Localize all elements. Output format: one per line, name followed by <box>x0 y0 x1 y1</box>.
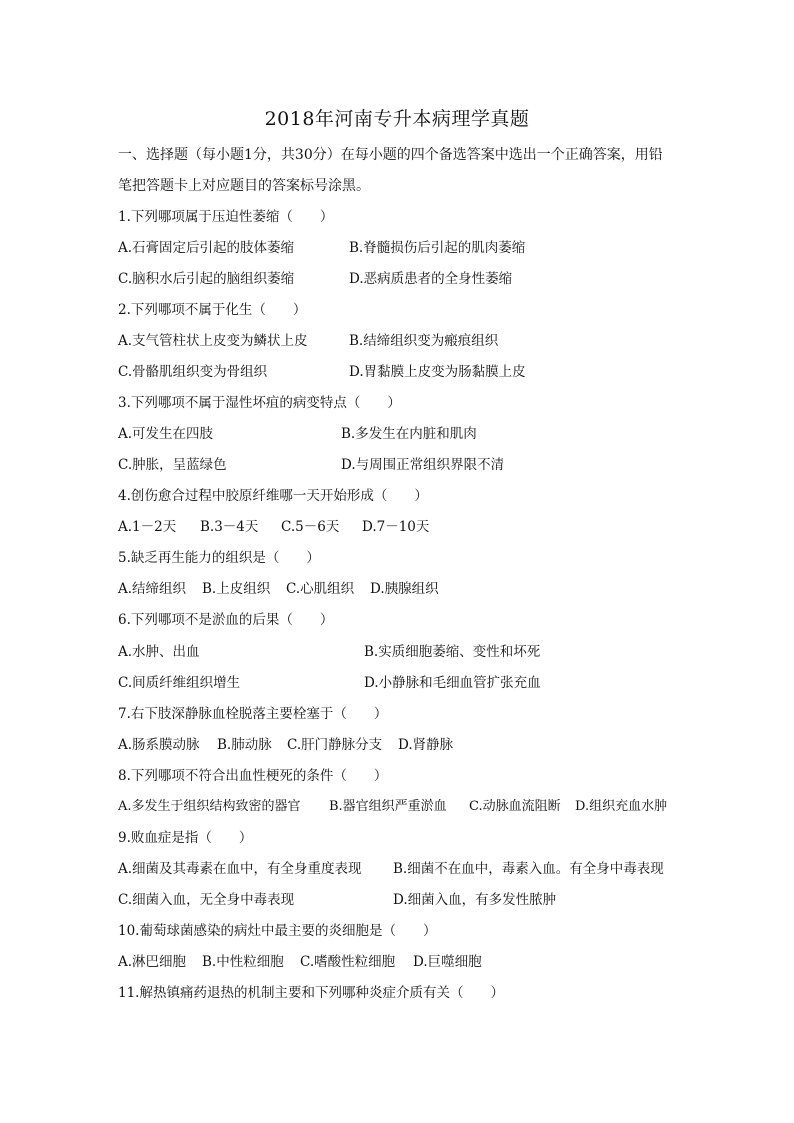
option-b: B.器官组织严重淤血 <box>329 799 447 814</box>
option-a: A.水肿、出血 <box>118 644 200 660</box>
option-c: C.肿胀，呈蓝绿色 <box>118 457 227 473</box>
option-c: C.间质纤维组织增生 <box>118 675 241 691</box>
option-b: B.结缔组织变为瘢痕组织 <box>349 333 499 349</box>
option-d: D.胃黏膜上皮变为肠黏膜上皮 <box>349 364 526 380</box>
question-stem: 11.解热镇痛药退热的机制主要和下列哪种炎症介质有关（ ） <box>118 985 504 1001</box>
question-stem: 10.葡萄球菌感染的病灶中最主要的炎细胞是（ ） <box>118 923 437 939</box>
option-a: A.可发生在四肢 <box>118 426 214 442</box>
option-d: D.胰腺组织 <box>370 581 439 597</box>
question-stem: 5.缺乏再生能力的组织是（ ） <box>118 550 320 566</box>
section-intro-line-2: 笔把答题卡上对应题目的答案标号涂黑。 <box>118 178 370 194</box>
option-d: D.与周围正常组织界限不清 <box>341 457 505 473</box>
option-d: D.恶病质患者的全身性萎缩 <box>349 271 513 287</box>
option-a: A.肠系膜动脉 <box>118 737 200 753</box>
option-b: B.肺动脉 <box>217 737 272 753</box>
option-a: A.支气管柱状上皮变为鳞状上皮 <box>118 333 308 349</box>
option-b: B.实质细胞萎缩、变性和坏死 <box>364 644 541 660</box>
option-a: A.石膏固定后引起的肢体萎缩 <box>118 240 295 256</box>
option-b: B.细菌不在血中，毒素入血。有全身中毒表现 <box>393 861 664 877</box>
option-d: D.细菌入血，有多发性脓肿 <box>393 892 557 908</box>
option-c: C.细菌入血，无全身中毒表现 <box>118 892 295 908</box>
option-b: B.脊髓损伤后引起的肌肉萎缩 <box>349 240 526 256</box>
option-c: C.心肌组织 <box>286 581 355 597</box>
option-d: D.小静脉和毛细血管扩张充血 <box>364 675 541 691</box>
option-b: B.3－4天 <box>200 519 259 535</box>
question-stem: 7.右下肢深静脉血栓脱落主要栓塞于（ ） <box>118 706 388 722</box>
option-c: C.骨骼肌组织变为骨组织 <box>118 364 268 380</box>
question-stem: 2.下列哪项不属于化生（ ） <box>118 302 307 318</box>
option-c: C.嗜酸性粒细胞 <box>300 954 396 970</box>
page-title: 2018年河南专升本病理学真题 <box>264 108 530 130</box>
question-stem: 1.下列哪项属于压迫性萎缩（ ） <box>118 209 334 225</box>
question-stem: 9.败血症是指（ ） <box>118 830 253 846</box>
option-d: D.巨噬细胞 <box>413 954 482 970</box>
option-a: A.1－2天 <box>118 519 177 535</box>
option-a: A.细菌及其毒素在血中，有全身重度表现 <box>118 861 362 877</box>
question-stem: 6.下列哪项不是淤血的后果（ ） <box>118 612 334 628</box>
option-d: D.组织充血水肿 <box>575 799 668 814</box>
option-c: C.5－6天 <box>281 519 340 535</box>
option-c: C.动脉血流阻断 <box>469 799 561 814</box>
option-b: B.多发生在内脏和肌肉 <box>341 426 477 442</box>
option-d: D.肾静脉 <box>398 737 454 753</box>
question-stem: 8.下列哪项不符合出血性梗死的条件（ ） <box>118 768 388 784</box>
section-intro-line-1: 一、选择题（每小题1分，共30分）在每小题的四个备选答案中选出一个正确答案，用铅 <box>118 147 663 163</box>
option-a: A.结缔组织 <box>118 581 187 597</box>
question-stem: 4.创伤愈合过程中胶原纤维哪一天开始形成（ ） <box>118 488 428 504</box>
option-c: C.肝门静脉分支 <box>287 737 383 753</box>
question-stem: 3.下列哪项不属于湿性坏疽的病变特点（ ） <box>118 395 401 411</box>
option-c: C.脑积水后引起的脑组织萎缩 <box>118 271 295 287</box>
option-a: A.淋巴细胞 <box>118 954 187 970</box>
option-b: B.上皮组织 <box>202 581 271 597</box>
option-a: A.多发生于组织结构致密的器官 <box>118 799 301 814</box>
option-d: D.7－10天 <box>362 519 430 535</box>
option-b: B.中性粒细胞 <box>202 954 284 970</box>
